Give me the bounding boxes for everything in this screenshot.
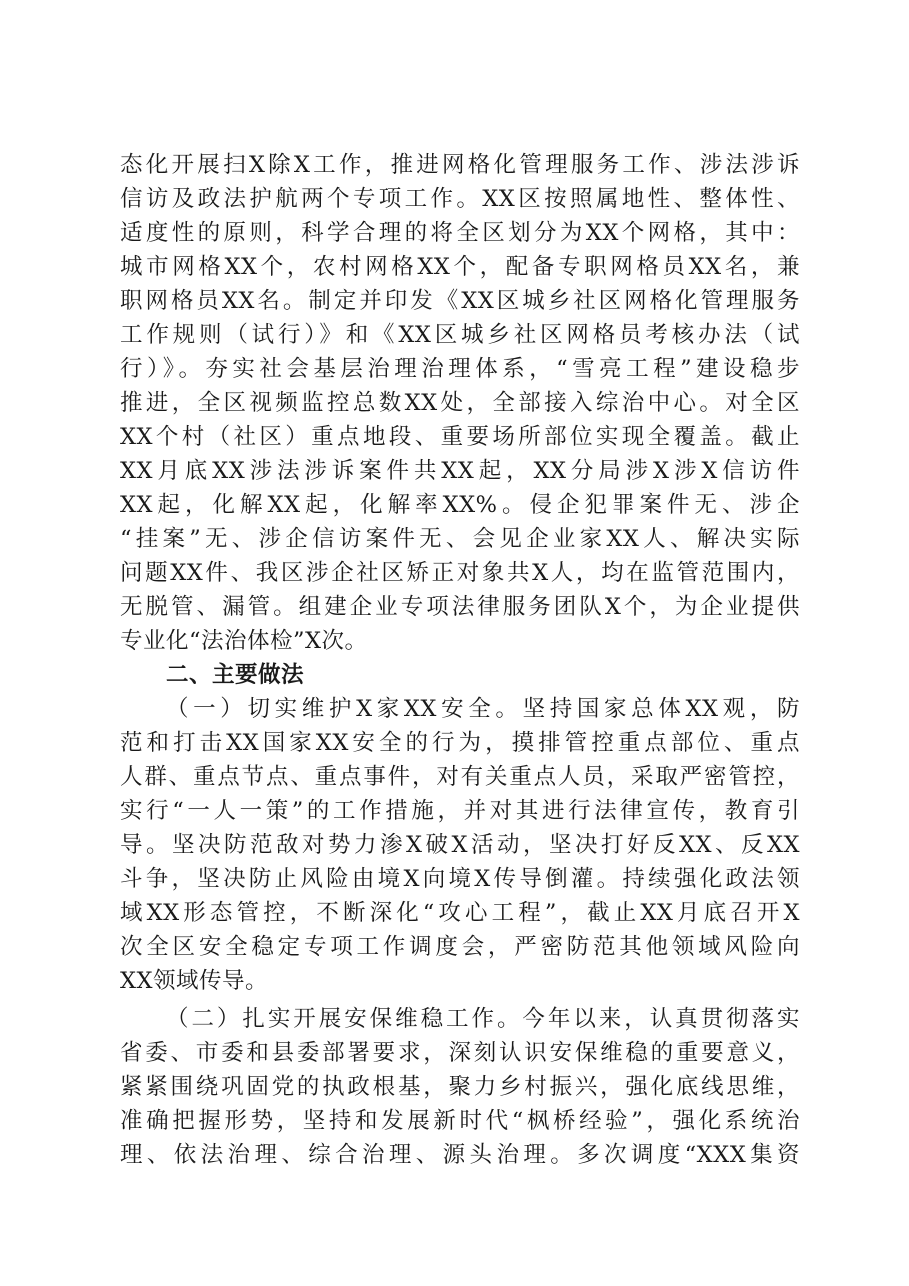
paragraph-2-line-3: 人群、重点节点、重点事件，对有关重点人员，采取严密管控， — [120, 764, 800, 790]
paragraph-1-line-13: 问题XX件、我区涉企社区矫正对象共X人，均在监管范围内， — [120, 560, 800, 586]
paragraph-2-line-2: 范和打击XX国家XX安全的行为，摸排管控重点部位、重点 — [120, 730, 800, 756]
paragraph-1-line-14: 无脱管、漏管。组建企业专项法律服务团队X个，为企业提供 — [120, 594, 800, 620]
paragraph-1-line-12: “挂案”无、涉企信访案件无、会见企业家XX人、解决实际 — [120, 526, 800, 552]
paragraph-2-line-5: 导。坚决防范敌对势力渗X破X活动，坚决打好反XX、反XX — [120, 832, 800, 858]
paragraph-3-line-2: 省委、市委和县委部署要求，深刻认识安保维稳的重要意义， — [120, 1040, 800, 1066]
paragraph-3-line-3: 紧紧围绕巩固党的执政根基，聚力乡村振兴，强化底线思维， — [120, 1074, 800, 1100]
paragraph-1-line-4: 城市网格XX个，农村网格XX个，配备专职网格员XX名，兼 — [120, 254, 800, 280]
section-heading: 二、主要做法 — [166, 662, 305, 688]
paragraph-2-line-7: 域XX形态管控，不断深化“攻心工程”，截止XX月底召开X — [120, 900, 800, 926]
paragraph-3-line-4: 准确把握形势，坚持和发展新时代“枫桥经验”，强化系统治 — [120, 1108, 800, 1134]
paragraph-1-line-8: 推进，全区视频监控总数XX处，全部接入综治中心。对全区 — [120, 390, 800, 416]
paragraph-1-line-6: 工作规则（试行）》和《XX区城乡社区网格员考核办法（试 — [120, 322, 800, 348]
paragraph-2-line-4: 实行“一人一策”的工作措施，并对其进行法律宣传，教育引 — [120, 798, 800, 824]
paragraph-1-line-2: 信访及政法护航两个专项工作。XX区按照属地性、整体性、 — [120, 186, 800, 212]
paragraph-2-line-6: 斗争，坚决防止风险由境X向境X传导倒灌。持续强化政法领 — [120, 866, 800, 892]
paragraph-1-line-3: 适度性的原则，科学合理的将全区划分为XX个网格，其中： — [120, 220, 800, 246]
paragraph-1-line-5: 职网格员XX名。制定并印发《XX区城乡社区网格化管理服务 — [120, 288, 800, 314]
paragraph-1-line-10: XX月底XX涉法涉诉案件共XX起，XX分局涉X涉X信访件 — [120, 458, 800, 484]
paragraph-1-line-7: 行）》。夯实社会基层治理治理体系，“雪亮工程”建设稳步 — [120, 356, 800, 382]
paragraph-2-line-1: （一）切实维护X家XX安全。坚持国家总体XX观，防 — [166, 696, 800, 722]
paragraph-3-line-1: （二）扎实开展安保维稳工作。今年以来，认真贯彻落实 — [166, 1006, 800, 1032]
paragraph-2-line-8: 次全区安全稳定专项工作调度会，严密防范其他领域风险向 — [120, 934, 800, 960]
paragraph-1-line-1: 态化开展扫X除X工作，推进网格化管理服务工作、涉法涉诉 — [120, 152, 800, 178]
paragraph-1-line-15: 专业化“法治体检”X次。 — [120, 628, 368, 654]
paragraph-3-line-5: 理、依法治理、综合治理、源头治理。多次调度“XXX集资 — [120, 1142, 800, 1168]
paragraph-2-line-9: XX领域传导。 — [120, 968, 269, 994]
paragraph-1-line-11: XX起，化解XX起，化解率XX%。侵企犯罪案件无、涉企 — [120, 492, 800, 518]
paragraph-1-line-9: XX个村（社区）重点地段、重要场所部位实现全覆盖。截止 — [120, 424, 800, 450]
